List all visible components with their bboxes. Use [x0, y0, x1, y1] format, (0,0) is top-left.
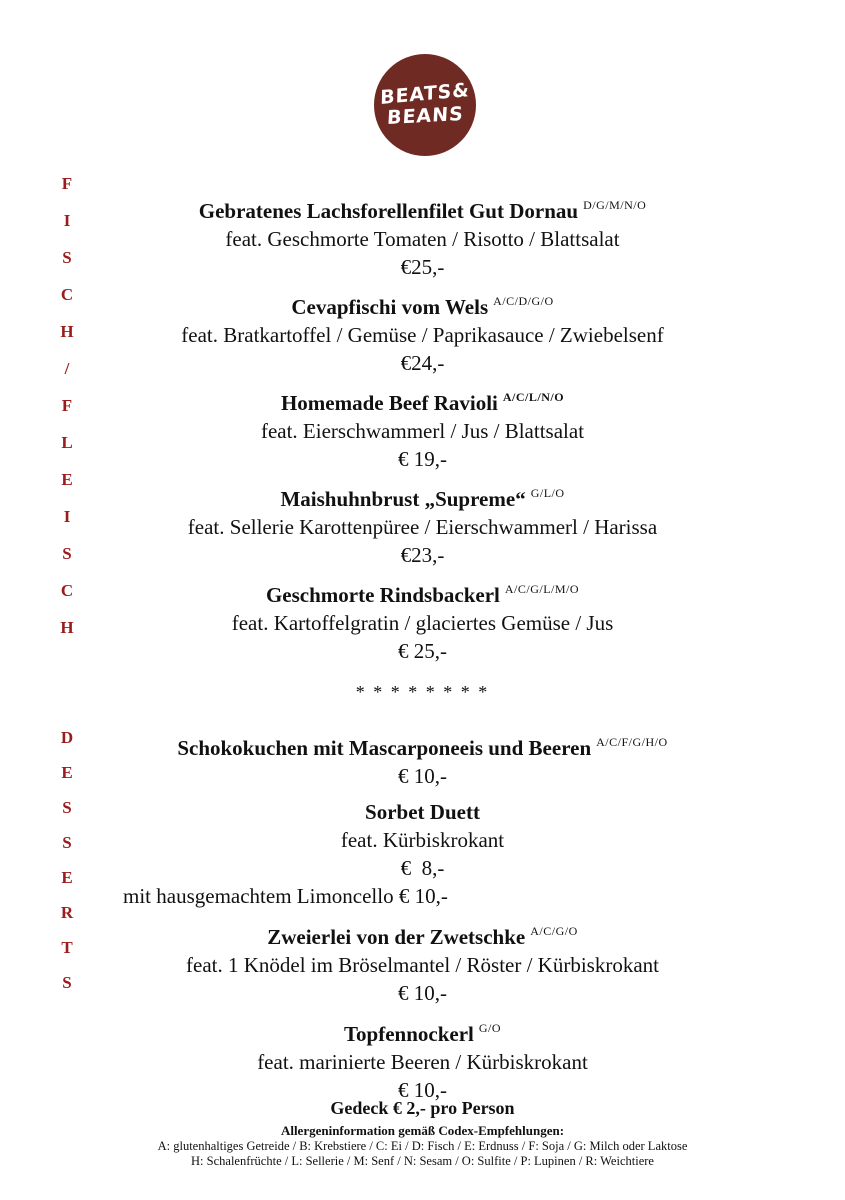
item-title-line — [70, 798, 775, 826]
vertical-letter: R — [60, 903, 74, 922]
vertical-letter: S — [62, 973, 72, 992]
menu-item — [70, 1015, 775, 1104]
item-price: € 8,- — [400, 856, 445, 880]
item-title-line — [70, 192, 775, 225]
item-description: feat. Bratkartoffel / Gemüse / Paprikasauce / Zwiebelsenf — [181, 323, 664, 347]
item-name: Sorbet Duett — [365, 800, 480, 824]
allergen-codes: A/C/G/O — [530, 924, 578, 938]
vertical-letter: I — [63, 211, 71, 230]
item-price: €23,- — [400, 543, 445, 567]
item-description: feat. Kürbiskrokant — [340, 828, 505, 852]
menu-footer — [0, 1096, 845, 1169]
restaurant-logo — [374, 54, 476, 156]
vertical-letter: C — [60, 581, 74, 600]
item-price: € 25,- — [398, 639, 447, 663]
item-title-line — [70, 1015, 775, 1048]
item-name: Homemade Beef Ravioli — [280, 391, 498, 415]
allergen-codes: A/C/D/G/O — [493, 294, 554, 308]
item-price: €25,- — [400, 255, 445, 279]
vertical-letter: H — [60, 618, 74, 637]
desserts-section — [70, 729, 775, 1104]
menu-item — [70, 918, 775, 1007]
logo-text-line2: BEANS — [386, 102, 464, 130]
item-description: feat. 1 Knödel im Bröselmantel / Röster / Kürbiskrokant — [186, 953, 659, 977]
vertical-letter: I — [63, 507, 71, 526]
item-price: € 10,- — [398, 764, 447, 788]
item-title-line — [70, 384, 775, 417]
item-title-line — [70, 918, 775, 951]
item-name: Schokokuchen mit Mascarponeeis und Beeren — [177, 736, 592, 760]
menu-item — [70, 729, 775, 790]
allergen-codes: G/O — [478, 1021, 502, 1035]
menu-item — [70, 384, 775, 473]
vertical-letter: S — [62, 544, 72, 563]
item-name: Cevapfischi vom Wels — [291, 295, 489, 319]
item-description: feat. Sellerie Karottenpüree / Eierschwammerl / Harissa — [187, 515, 658, 539]
section-separator: * * * * * * * * — [355, 682, 490, 702]
vertical-letter: L — [61, 433, 73, 452]
item-price: € 10,- — [398, 981, 447, 1005]
vertical-letter: D — [60, 728, 74, 747]
item-description: feat. Kartoffelgratin / glaciertes Gemüse / Jus — [231, 611, 614, 635]
item-title-line — [70, 288, 775, 321]
vertical-letter: H — [60, 322, 74, 341]
vertical-letter: S — [62, 248, 72, 267]
menu-item — [70, 576, 775, 665]
menu-body — [70, 192, 775, 1112]
vertical-letter: E — [61, 470, 73, 489]
allergen-codes: A/C/L/N/O — [502, 390, 565, 404]
allergen-info-header: Allergeninformation gemäß Codex-Empfehlungen: — [280, 1123, 565, 1138]
item-title-line — [70, 480, 775, 513]
vertical-letter: F — [61, 174, 73, 193]
item-name: Geschmorte Rindsbackerl — [265, 583, 500, 607]
vertical-letter: / — [64, 359, 70, 378]
allergen-codes: G/L/O — [530, 486, 565, 500]
logo-text-line1: BEATS& — [380, 79, 470, 109]
menu-item — [70, 798, 775, 910]
vertical-letter: E — [61, 763, 73, 782]
item-price: €24,- — [400, 351, 445, 375]
item-name: Topfennockerl — [343, 1022, 474, 1046]
allergen-legend-line1: A: glutenhaltiges Getreide / B: Krebstiere / C: Ei / D: Fisch / E: Erdnuss / F: Soja / G: Milch oder Laktose — [157, 1139, 688, 1153]
allergen-legend-line2: H: Schalenfrüchte / L: Sellerie / M: Senf / N: Sesam / O: Sulfite / P: Lupinen / R: Weichtiere — [191, 1154, 654, 1168]
vertical-letter: E — [61, 868, 73, 887]
vertical-letter: C — [60, 285, 74, 304]
item-description: feat. Geschmorte Tomaten / Risotto / Blattsalat — [225, 227, 620, 251]
menu-item — [70, 288, 775, 377]
item-price: € 10,- — [398, 1078, 447, 1102]
vertical-letter: S — [62, 833, 72, 852]
item-name: Gebratenes Lachsforellenfilet Gut Dornau — [198, 199, 579, 223]
item-extra-option: mit hausgemachtem Limoncello € 10,- — [123, 884, 448, 908]
vertical-letter: S — [62, 798, 72, 817]
allergen-codes: A/C/G/L/M/O — [504, 582, 580, 596]
vertical-letter: T — [61, 938, 73, 957]
allergen-codes: A/C/F/G/H/O — [596, 735, 668, 749]
menu-item — [70, 192, 775, 281]
item-title-line — [70, 729, 775, 762]
menu-item — [70, 480, 775, 569]
item-description: feat. marinierte Beeren / Kürbiskrokant — [257, 1050, 588, 1074]
cover-charge-note: Gedeck € 2,- pro Person — [330, 1098, 515, 1118]
item-name: Maishuhnbrust „Supreme“ — [280, 487, 526, 511]
item-title-line — [70, 576, 775, 609]
mains-section — [70, 192, 775, 665]
allergen-codes: D/G/M/N/O — [583, 198, 647, 212]
item-name: Zweierlei von der Zwetschke — [267, 925, 526, 949]
vertical-letter: F — [61, 396, 73, 415]
item-description: feat. Eierschwammerl / Jus / Blattsalat — [260, 419, 585, 443]
item-price: € 19,- — [398, 447, 447, 471]
